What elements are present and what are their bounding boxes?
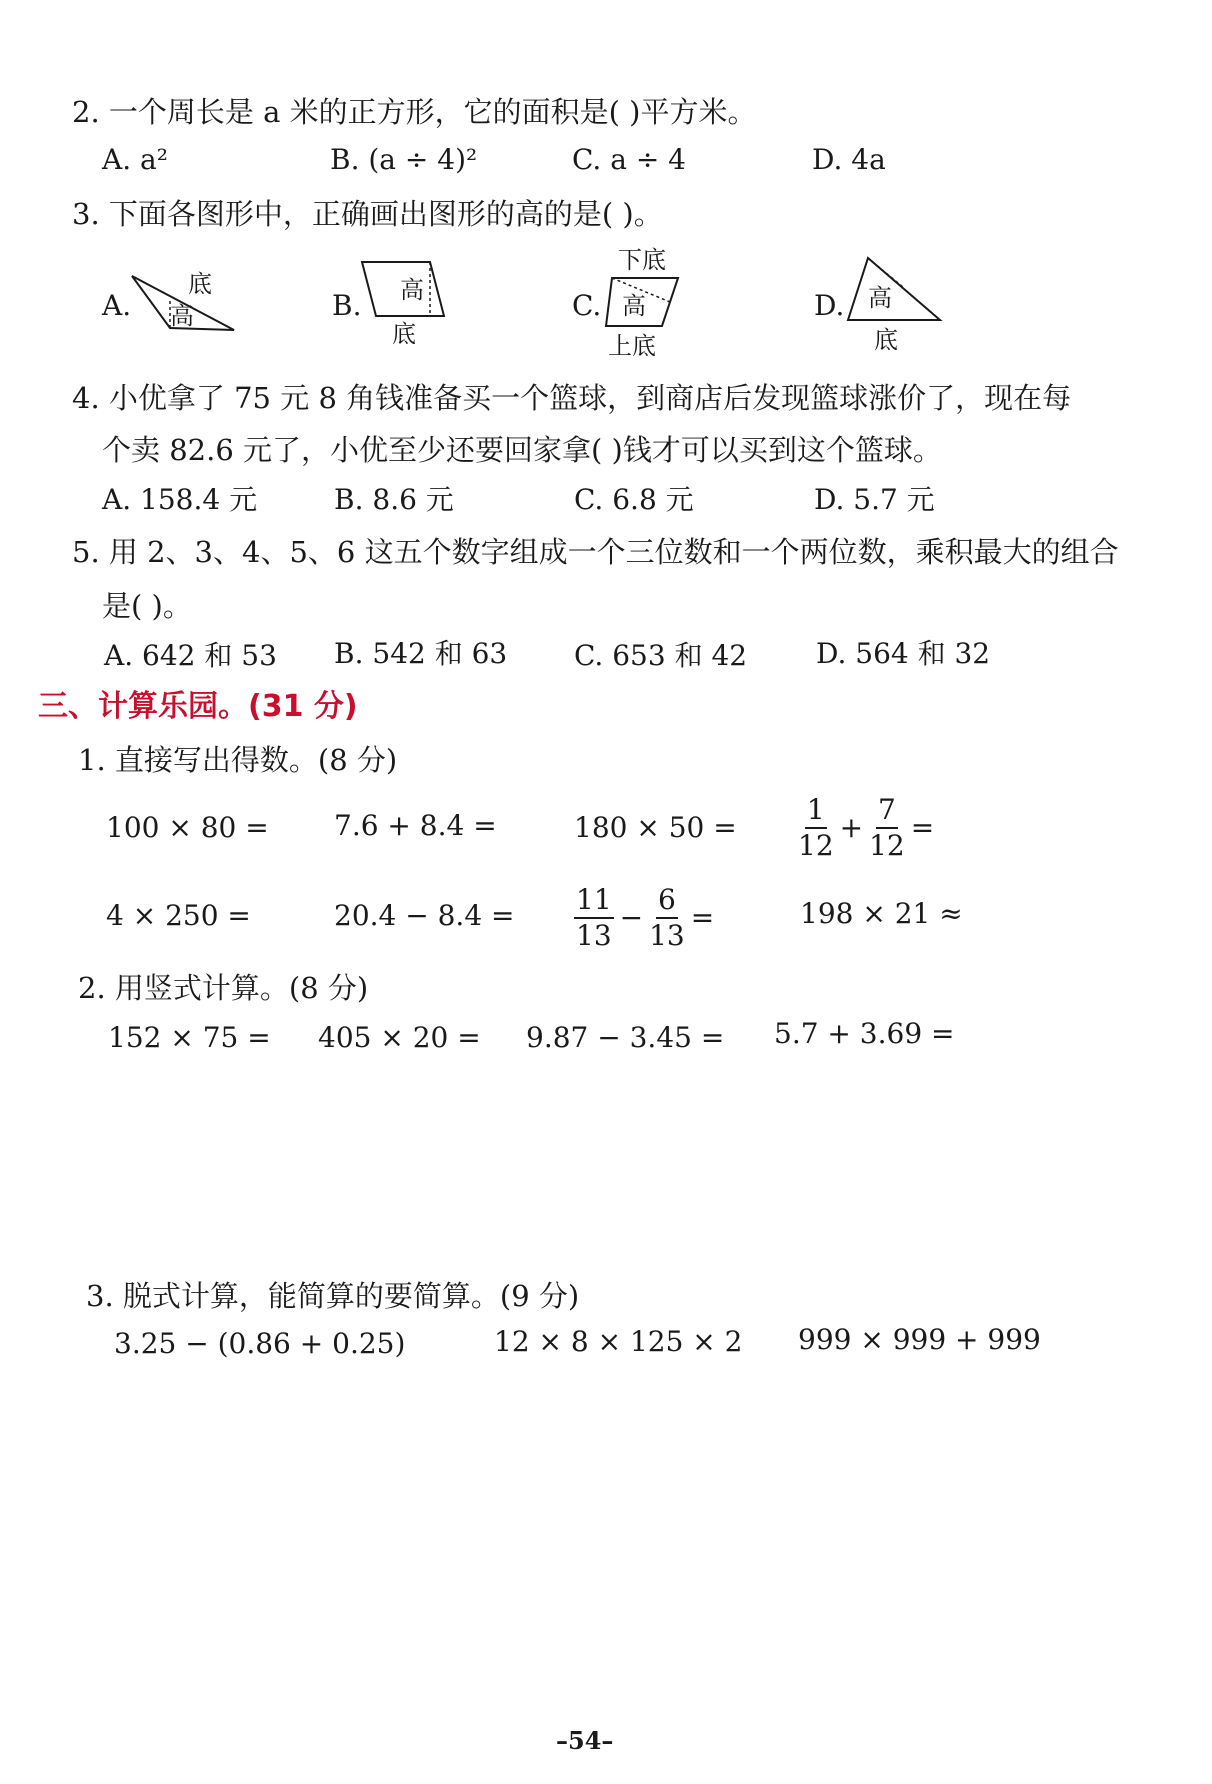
- numerator: 1: [805, 796, 827, 829]
- fraction: [798, 793, 834, 862]
- fraction: [869, 793, 905, 862]
- q3-figure-c: [598, 244, 688, 363]
- q5-option-b: B. 542 和 63: [334, 637, 508, 670]
- q2-option-c: C. a ÷ 4: [572, 143, 686, 176]
- vertical-calc-2: 405 × 20 =: [318, 1021, 481, 1054]
- calc-1-5: 4 × 250 =: [106, 899, 251, 932]
- stepwise-calc-2: 12 × 8 × 125 × 2: [494, 1325, 743, 1358]
- calc-1-8: 198 × 21 ≈: [800, 897, 963, 930]
- q3-option-a: A.: [102, 289, 132, 322]
- section-3-part-1-title: 1. 直接写出得数。(8 分): [78, 743, 398, 777]
- q2-option-a: A. a²: [102, 143, 168, 176]
- q4-stem-line1: 4. 小优拿了 75 元 8 角钱准备买一个篮球，到商店后发现篮球涨价了，现在每: [72, 381, 1072, 415]
- denominator: 13: [649, 919, 685, 952]
- fraction: [649, 883, 685, 952]
- calc-1-3: 180 × 50 =: [574, 811, 737, 844]
- q5-stem-line2: 是( )。: [102, 589, 192, 623]
- q3-option-b: B.: [332, 289, 362, 322]
- q3-c-top-label: 下底: [618, 246, 666, 274]
- section-3-part-3-title: 3. 脱式计算，能简算的要简算。(9 分): [86, 1279, 580, 1313]
- q3-option-c: C.: [572, 289, 602, 322]
- q2-option-b: B. (a ÷ 4)²: [330, 143, 478, 176]
- vertical-calc-1: 152 × 75 =: [108, 1021, 271, 1054]
- q4-option-c: C. 6.8 元: [574, 483, 694, 516]
- q3-figure-b: [360, 258, 450, 352]
- q2-option-d: D. 4a: [812, 143, 886, 176]
- q4-option-b: B. 8.6 元: [334, 483, 454, 516]
- numerator: 11: [574, 886, 614, 919]
- vertical-calc-3: 9.87 − 3.45 =: [526, 1021, 725, 1054]
- q3-stem: 3. 下面各图形中，正确画出图形的高的是( )。: [72, 197, 663, 231]
- q4-option-d: D. 5.7 元: [814, 483, 935, 516]
- vertical-calc-4: 5.7 + 3.69 =: [774, 1017, 955, 1050]
- q3-b-height-label: 高: [400, 276, 424, 304]
- numerator: 6: [656, 886, 678, 919]
- numerator: 7: [876, 796, 898, 829]
- operator: −: [619, 901, 644, 934]
- equals-sign: =: [910, 811, 935, 844]
- q2-stem: 2. 一个周长是 a 米的正方形，它的面积是( )平方米。: [72, 95, 757, 129]
- q3-b-base-label: 底: [392, 320, 416, 348]
- section-3-part-2-title: 2. 用竖式计算。(8 分): [78, 971, 369, 1005]
- stepwise-calc-3: 999 × 999 + 999: [798, 1323, 1041, 1356]
- equals-sign: =: [690, 901, 715, 934]
- calc-1-6: 20.4 − 8.4 =: [334, 899, 515, 932]
- calc-1-2: 7.6 + 8.4 =: [334, 809, 497, 842]
- denominator: 12: [869, 829, 905, 862]
- q5-option-a: A. 642 和 53: [104, 639, 277, 672]
- q5-stem-line1: 5. 用 2、3、4、5、6 这五个数字组成一个三位数和一个两位数，乘积最大的组合: [72, 535, 1119, 569]
- stepwise-calc-1: 3.25 − (0.86 + 0.25): [114, 1327, 406, 1360]
- operator: +: [839, 811, 864, 844]
- q3-d-base-label: 底: [874, 326, 898, 354]
- q3-a-height-label: 高: [170, 302, 194, 330]
- calc-1-1: 100 × 80 =: [106, 811, 269, 844]
- q3-c-bottom-label: 上底: [608, 332, 656, 359]
- q3-figure-a: [126, 266, 246, 340]
- calc-1-7-fraction: [572, 883, 718, 952]
- denominator: 12: [798, 829, 834, 862]
- q3-d-height-label: 高: [868, 284, 892, 312]
- q4-option-a: A. 158.4 元: [102, 483, 258, 516]
- q5-option-d: D. 564 和 32: [816, 637, 991, 670]
- q3-option-d: D.: [814, 289, 845, 322]
- q4-stem-line2: 个卖 82.6 元了，小优至少还要回家拿( )钱才可以买到这个篮球。: [102, 433, 942, 467]
- q5-option-c: C. 653 和 42: [574, 639, 748, 672]
- denominator: 13: [576, 919, 612, 952]
- q3-figure-d: [844, 254, 954, 358]
- q3-c-height-label: 高: [622, 292, 646, 320]
- section-3-title: 三、计算乐园。(31 分): [38, 689, 358, 724]
- fraction: [574, 883, 614, 952]
- calc-1-4-fraction: [796, 793, 938, 862]
- q3-a-base-label: 底: [188, 270, 212, 298]
- page-number: –54–: [556, 1726, 614, 1755]
